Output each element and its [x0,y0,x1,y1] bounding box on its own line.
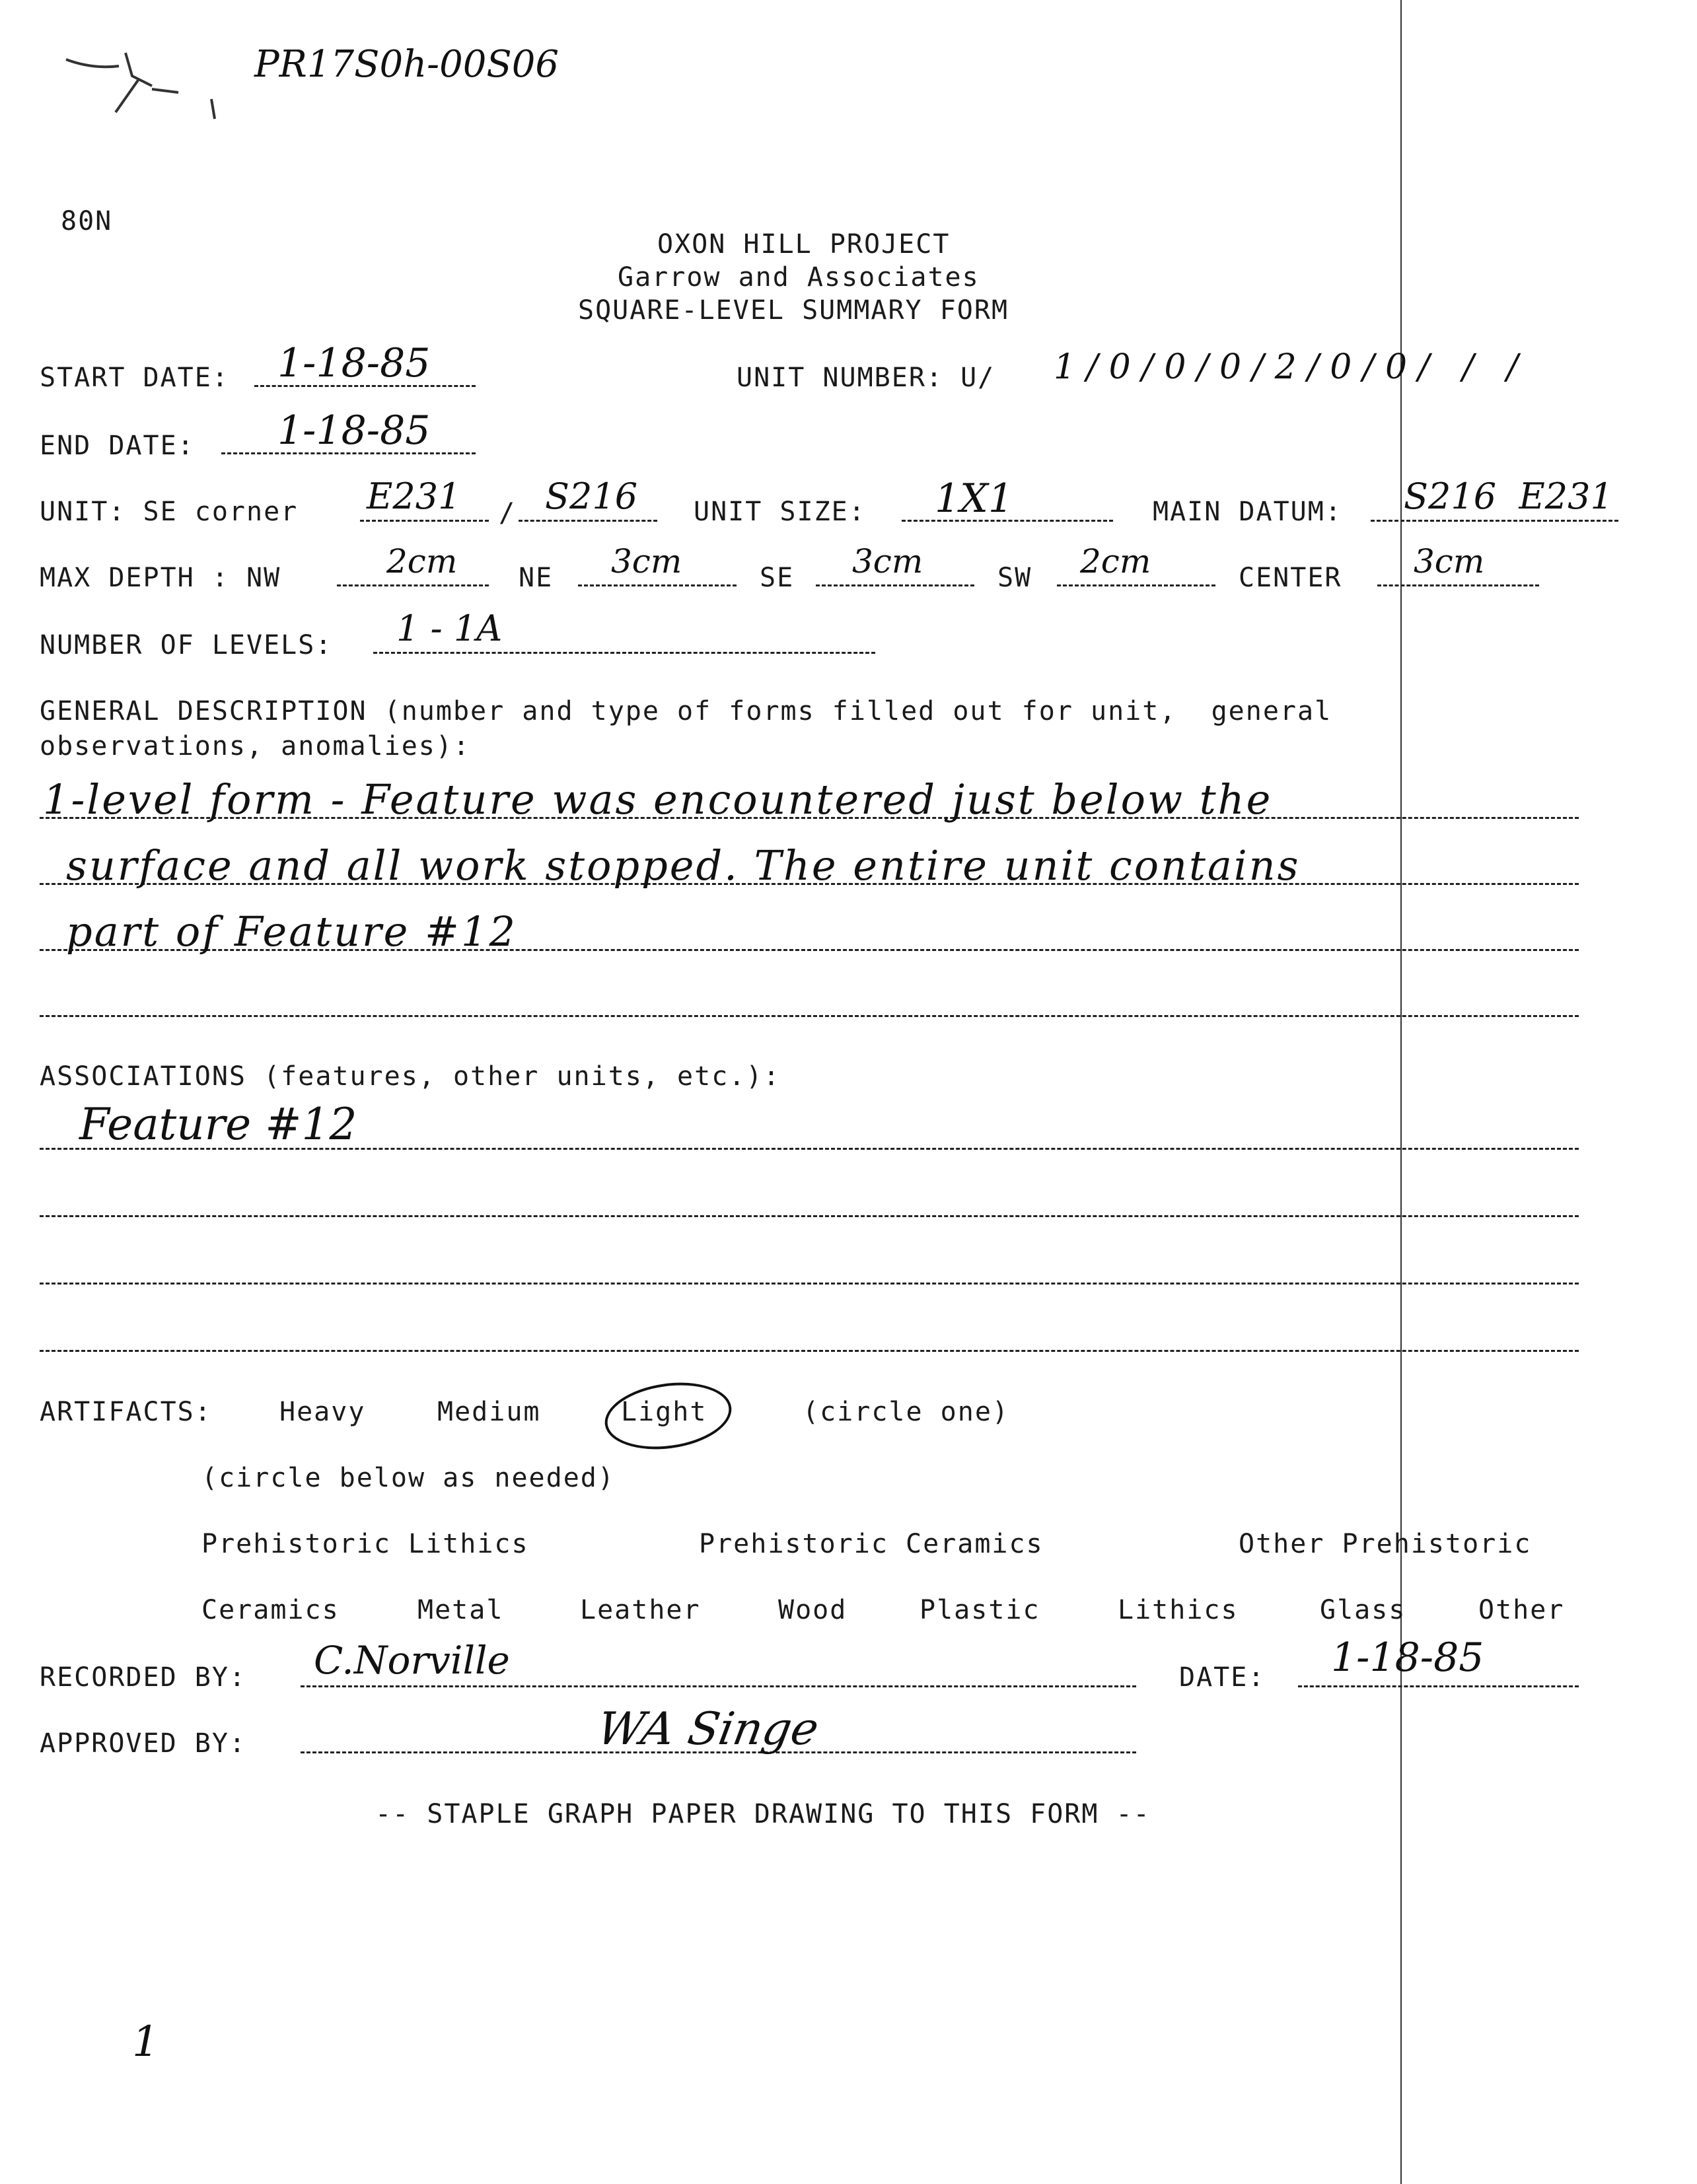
artifact-other[interactable]: Other [1478,1595,1565,1625]
depth-nw-line [337,584,489,586]
depth-sw-line [1057,584,1215,586]
unit-south-value[interactable]: S216 [545,476,638,517]
unit-number-label: UNIT NUMBER: U/ [737,363,995,393]
description-line-4 [40,1015,1579,1017]
artifact-metal[interactable]: Metal [417,1595,504,1625]
max-depth-label: MAX DEPTH : NW [40,563,281,593]
artifact-circle-note: (circle one) [803,1397,1009,1427]
associations-value[interactable]: Feature #12 [79,1099,357,1150]
recorded-date-value[interactable]: 1-18-85 [1331,1635,1484,1681]
form-title: SQUARE-LEVEL SUMMARY FORM [578,295,1009,326]
scan-edge-line [1400,0,1402,2184]
unit-south-line [519,520,657,522]
depth-sw-label: SW [997,563,1032,593]
light-circle-mark [600,1375,736,1457]
depth-nw-value[interactable]: 2cm [386,542,458,581]
corner-note: 80N [61,206,113,236]
recorded-by-value[interactable]: C.Norville [314,1638,510,1683]
unit-size-label: UNIT SIZE: [694,497,866,527]
artifacts-label: ARTIFACTS: [40,1397,212,1427]
artifact-prehistoric-lithics[interactable]: Prehistoric Lithics [201,1529,529,1559]
start-date-value[interactable]: 1-18-85 [277,340,431,386]
artifact-wood[interactable]: Wood [778,1595,848,1625]
depth-sw-value[interactable]: 2cm [1080,542,1151,581]
levels-line [373,652,875,654]
recorded-date-line [1298,1685,1579,1687]
artifact-light[interactable]: Light [621,1397,707,1427]
artifact-glass[interactable]: Glass [1320,1595,1406,1625]
description-text-3[interactable]: part of Feature #12 [66,907,517,956]
depth-center-value[interactable]: 3cm [1414,542,1485,581]
recorded-by-label: RECORDED BY: [40,1662,246,1693]
company-name: Garrow and Associates [618,262,980,293]
description-text-1[interactable]: 1-level form - Feature was encountered just below the [43,775,1273,824]
recorded-date-label: DATE: [1179,1662,1266,1693]
unit-sep: / [499,498,517,528]
unit-east-value[interactable]: E231 [367,476,461,517]
unit-east-line [360,520,489,522]
depth-se-value[interactable]: 3cm [852,542,923,581]
artifact-lithics[interactable]: Lithics [1118,1595,1239,1625]
depth-se-line [816,584,974,586]
doc-code: PR17S0h-00S06 [254,43,559,86]
artifact-prehistoric-ceramics[interactable]: Prehistoric Ceramics [699,1529,1044,1559]
associations-label: ASSOCIATIONS (features, other units, etc.): [40,1061,781,1092]
approved-signature[interactable]: WA Singe [593,1703,823,1755]
end-date-value[interactable]: 1-18-85 [277,407,431,454]
general-description-label-1: GENERAL DESCRIPTION (number and type of forms filled out for unit, general [40,696,1332,726]
recorded-by-line [301,1685,1136,1687]
depth-se-label: SE [760,563,795,593]
main-datum-label: MAIN DATUM: [1153,497,1342,527]
artifact-heavy[interactable]: Heavy [279,1397,366,1427]
main-datum-value[interactable]: S216 E231 [1404,476,1613,517]
depth-ne-label: NE [519,563,554,593]
artifact-other-prehistoric[interactable]: Other Prehistoric [1239,1529,1532,1559]
page-mark: 1 [132,2018,159,2066]
associations-line-2 [40,1215,1579,1217]
description-text-2[interactable]: surface and all work stopped. The entire unit contains [66,841,1301,890]
footer-note: -- STAPLE GRAPH PAPER DRAWING TO THIS FORM -- [375,1799,1151,1829]
artifact-ceramics[interactable]: Ceramics [201,1595,340,1625]
depth-ne-line [578,584,737,586]
depth-ne-value[interactable]: 3cm [611,542,682,581]
artifact-leather[interactable]: Leather [580,1595,701,1625]
unit-size-value[interactable]: 1X1 [935,476,1014,522]
artifact-plastic[interactable]: Plastic [920,1595,1040,1625]
unit-label: UNIT: SE corner [40,497,299,527]
levels-value[interactable]: 1 - 1A [396,608,503,649]
depth-center-line [1377,584,1539,586]
end-date-label: END DATE: [40,431,195,461]
levels-label: NUMBER OF LEVELS: [40,630,333,660]
unit-number-digits[interactable]: 1 / 0 / 0 / 0 / 2 / 0 / 0 / / / [1054,347,1519,387]
approved-by-label: APPROVED BY: [40,1728,246,1759]
scribble-mark [53,40,225,139]
main-datum-line [1371,520,1618,522]
depth-center-label: CENTER [1239,563,1342,593]
associations-line-3 [40,1283,1579,1285]
general-description-label-2: observations, anomalies): [40,731,471,761]
artifact-medium[interactable]: Medium [437,1397,541,1427]
project-title: OXON HILL PROJECT [657,229,951,260]
associations-line-4 [40,1350,1579,1352]
start-date-label: START DATE: [40,363,229,393]
artifacts-sub-note: (circle below as needed) [201,1463,615,1493]
